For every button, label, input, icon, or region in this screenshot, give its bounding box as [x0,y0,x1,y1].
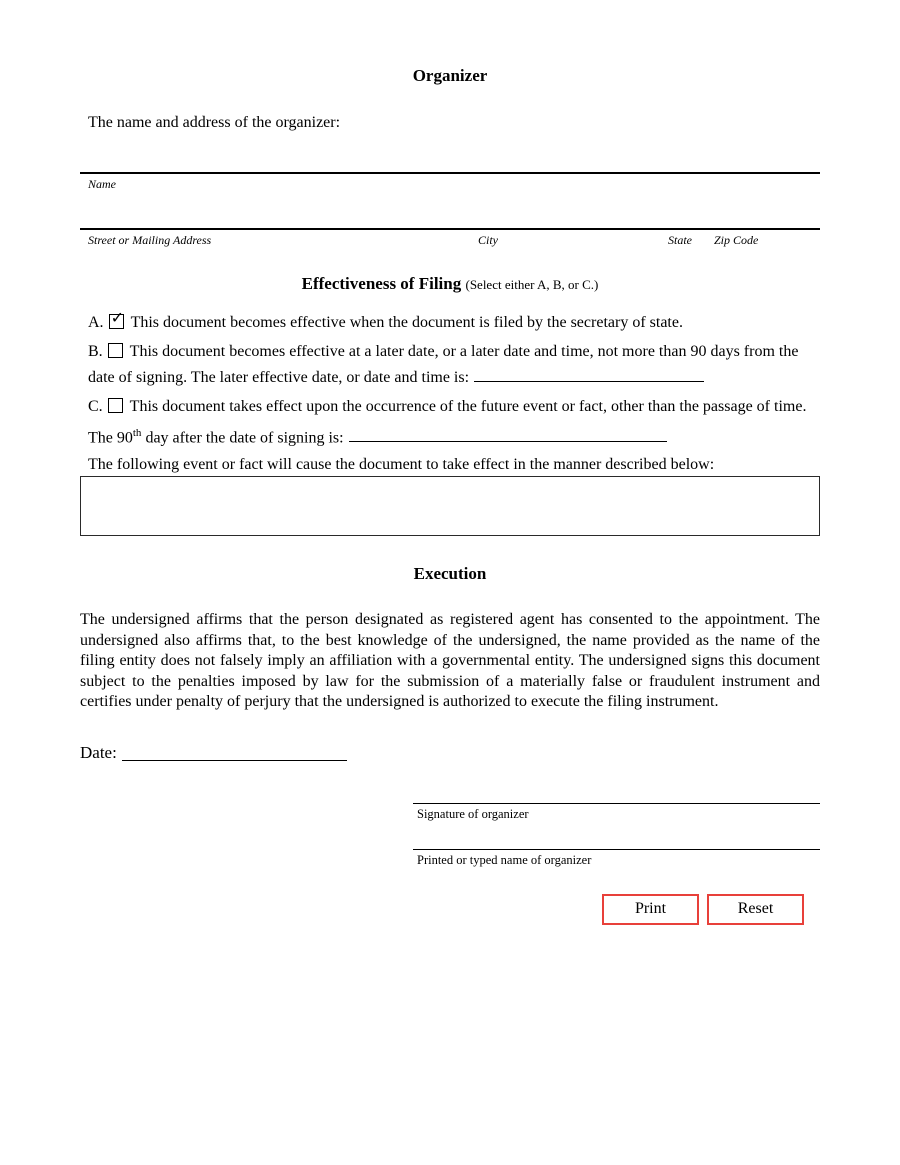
option-b-checkbox[interactable] [108,343,123,358]
address-labels-row [80,230,820,250]
event-prompt: The following event or fact will cause the document to take effect in the manner described below: [88,456,715,474]
signature-label: Signature of organizer [417,806,529,821]
later-effective-date-field[interactable] [474,367,704,382]
option-a [88,310,820,336]
organizer-instruction: The name and address of the organizer: [88,114,341,131]
street-label: Street or Mailing Address [88,233,212,247]
reset-button[interactable]: Reset [707,894,804,925]
option-c-text-before: This document takes effect upon the occurrence of the future event or fact, other than the passage of time. The 90 [88,398,807,447]
effectiveness-subtitle: (Select either A, B, or C.) [465,277,599,292]
organizer-section-title: Organizer [412,66,488,85]
event-description-field[interactable] [80,476,820,536]
option-a-letter: A. [88,314,104,331]
print-button[interactable]: Print [602,894,699,925]
option-c-superscript: th [132,427,142,439]
signature-field[interactable] [413,763,820,803]
form-content [80,0,820,925]
effectiveness-title-text: Effectiveness of Filing [301,274,462,293]
printed-name-field[interactable] [413,822,820,849]
effectiveness-section-title [80,274,820,294]
option-b-text: This document becomes effective at a later date, or a later date and time, not more than 90 days from the date of signing. The later effective date, or date and time is: [88,343,799,386]
date-field[interactable] [122,746,347,761]
check-icon: ✓ [110,310,124,327]
name-label: Name [88,177,116,191]
option-a-text: This document becomes effective when the document is filed by the secretary of state. [130,314,683,331]
organizer-name-field[interactable] [80,132,820,172]
option-c-letter: C. [88,398,103,415]
date-label: Date: [80,742,117,762]
execution-affirmation: The undersigned affirms that the person designated as registered agent has consented to the appointment. The undersigned also affirms that, to the best knowledge of the undersigned, the name provided as the name of the filing entity does not falsely imply an affiliation with a governmental entity. The undersigned signs this document subject to the penalties imposed by law for the submission of a materially false or fraudulent instrument and certifies under penalty of perjury that the undersigned is authorized to execute the filing instrument. [80,611,820,711]
option-c-checkbox[interactable] [108,398,123,413]
form-buttons-row [80,894,804,925]
city-label: City [478,233,498,247]
option-b [88,339,820,391]
signature-block [413,763,820,868]
execution-section-title: Execution [413,564,487,584]
ninetieth-day-field[interactable] [349,427,667,442]
printed-name-label: Printed or typed name of organizer [417,852,592,867]
option-a-checkbox[interactable] [109,310,124,329]
option-c-text-after: day after the date of signing is: [141,429,344,447]
organizer-address-field[interactable] [80,192,820,228]
option-b-letter: B. [88,343,103,360]
zip-label: Zip Code [714,233,759,247]
option-c [88,394,820,451]
date-row [80,743,820,763]
state-label: State [668,233,692,247]
